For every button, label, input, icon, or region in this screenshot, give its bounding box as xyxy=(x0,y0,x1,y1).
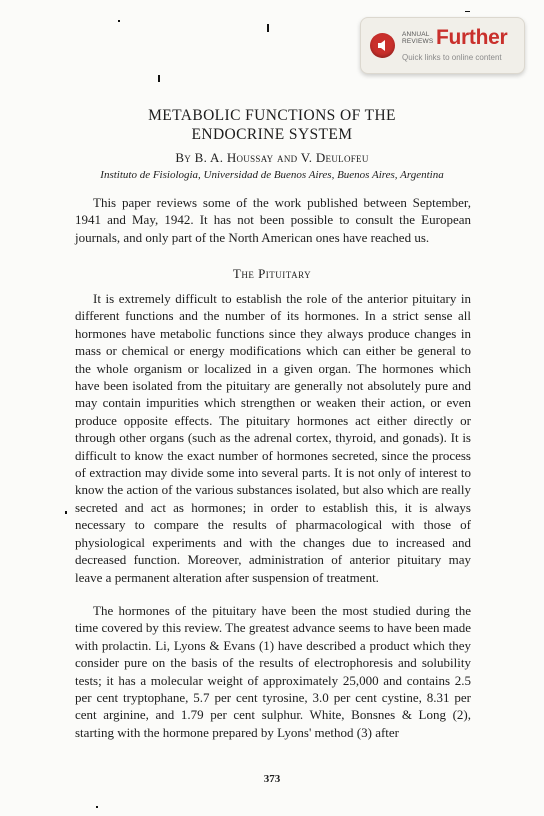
annual-reviews-wordmark xyxy=(402,31,438,45)
author-affiliation: Instituto de Fisiologia, Universidad de Buenos Aires, Buenos Aires, Argentina xyxy=(100,169,444,181)
brand-line-1: ANNUAL xyxy=(402,31,430,38)
section-heading: The Pituitary xyxy=(232,266,312,281)
scan-speck xyxy=(96,806,98,808)
author-byline xyxy=(60,150,484,166)
speaker-icon xyxy=(370,33,395,58)
annual-reviews-further-banner[interactable] xyxy=(360,17,525,74)
page-number: 373 xyxy=(263,773,281,785)
body-paragraph: It is extremely difficult to establish the role of the anterior pituitary in different functions and the number of its hormones. In a strict sense all hormones have metabolic functions since they always produce changes in mass or chemical or energy modifications which can either be general to the whole organism or localized in a given organ. The hormones which have been isolated from the pituitary are generally not absolutely pure and may contain impurities which strengthen or weaken their action, or even produce opposite effects. The pituitary hormones act either directly or through other organs (such as the adrenal cortex, thyroid, and gonads). It is difficult to know the exact number of hormones secreted, since the process of extraction may divide some into several parts. It is not only of interest to know the action of the various substances isolated, but also which are really secreted and act as hormones; in order to establish this, it is always necessary to compare the results of pharmacological with those of physiological experiments and with the changes due to increased and decreased function. Moreover, administration of anterior pituitary may leave a permanent alteration after suspension of treatment. xyxy=(75,291,471,585)
author-names: B. A. Houssay and V. Deulofeu xyxy=(194,150,369,165)
scan-speck xyxy=(267,24,269,32)
brand-line-2: REVIEWS xyxy=(402,38,434,45)
title-line-1: METABOLIC FUNCTIONS OF THE xyxy=(148,107,396,124)
scan-speck xyxy=(65,511,67,514)
title-line-2: ENDOCRINE SYSTEM xyxy=(191,126,353,143)
intro-paragraph: This paper reviews some of the work published between September, 1941 and May, 1942. It has not been possible to consult the European journals, and only part of the North American ones have reached us. xyxy=(75,195,471,245)
scan-speck xyxy=(465,11,470,12)
scan-speck xyxy=(118,20,120,22)
scan-speck xyxy=(158,75,160,82)
byline-prefix: By xyxy=(175,150,192,165)
quick-links-subtitle: Quick links to online content xyxy=(402,53,502,62)
article-title xyxy=(60,106,484,144)
further-label: Further xyxy=(436,26,508,49)
body-paragraph: The hormones of the pituitary have been the most studied during the time covered by this review. The greatest advance seems to have been made with prolactin. Li, Lyons & Evans (1) have described a product which they consider pure on the basis of the results of electrophoresis and solubility tests; it has a molecular weight of approximately 25,000 and contains 2.5 per cent tryptophane, 5.7 per cent tyrosine, 3.0 per cent cystine, 8.31 per cent arginine, and 1.79 per cent sulphur. White, Bonsnes & Long (2), starting with the hormone prepared by Lyons' method (3) after xyxy=(75,603,471,740)
